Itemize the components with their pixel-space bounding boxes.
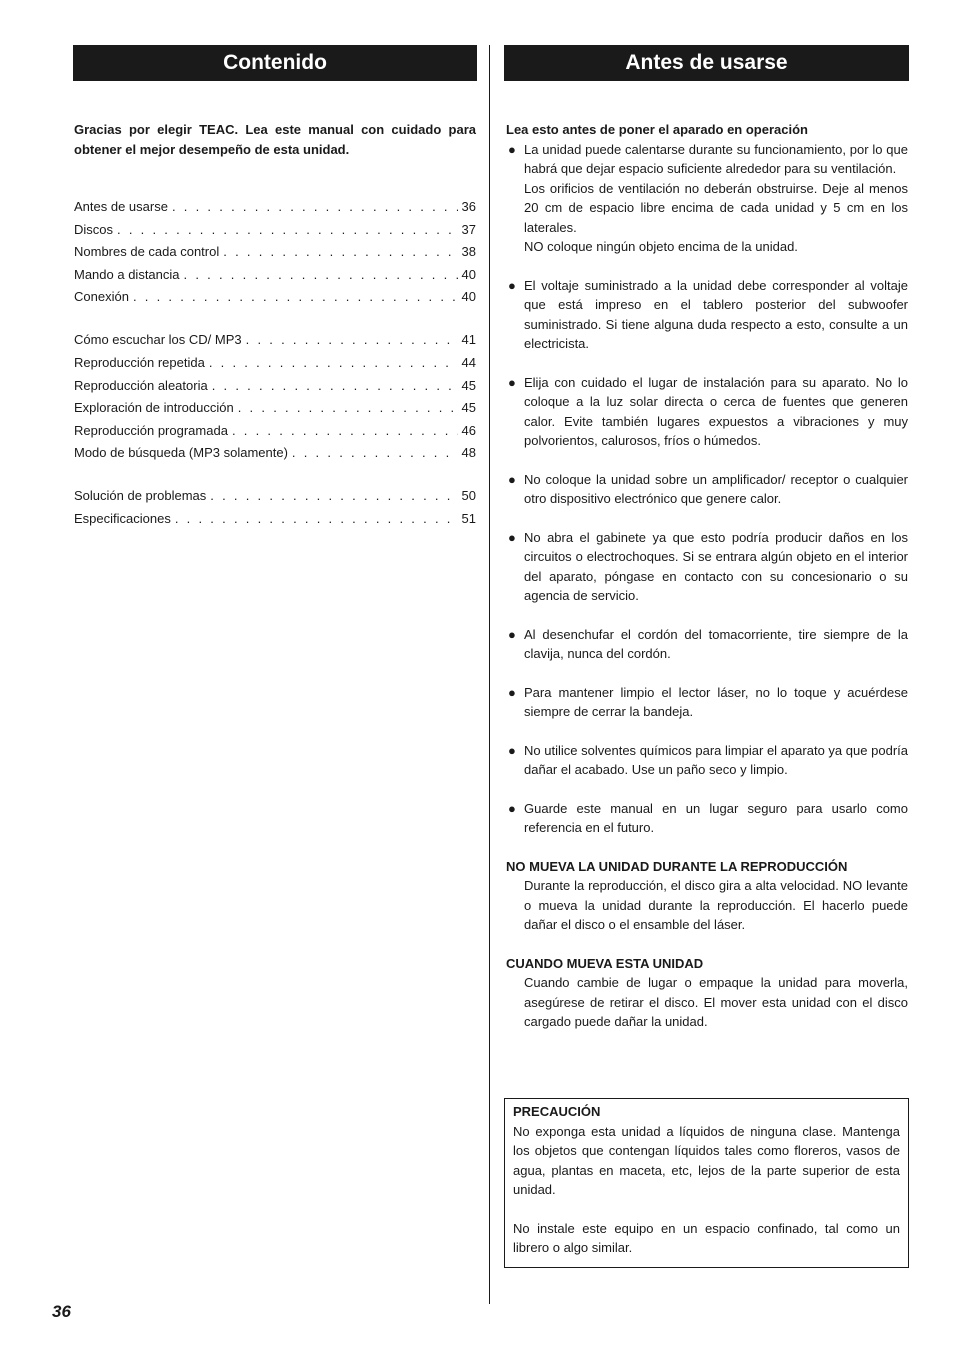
caution-text: No exponga esta unidad a líquidos de ninguna clase. Mantenga los objetos que contengan líquidos tales como floreros, vasos de agua, plantas en maceta, etc, lejos de la parte superior de esta unidad. [513,1123,900,1197]
toc-entry-label: Reproducción programada [74,422,228,438]
column-divider [489,45,490,1304]
warning-sections [506,857,908,1032]
toc-entry [74,400,476,423]
toc-leader-dots [184,267,458,282]
toc-leader-dots [209,355,458,370]
toc-entry-page: 46 [461,422,476,438]
toc-entry [74,511,476,534]
intro-text: Gracias por elegir TEAC. Lea este manual con cuidado para obtener el mejor desempeño de esta unidad. [74,122,476,157]
toc-entry [74,488,476,511]
toc-entry [74,423,476,446]
toc-entry-label: Solución de problemas [74,488,207,504]
toc-entry-label: Especificaciones [74,510,171,526]
toc-leader-dots [117,222,458,237]
bullet-dot-icon: ● [508,800,516,816]
precaution-text: Los orificios de ventilación no deberán obstruirse. Deje al menos 20 cm de espacio libre encima de cada unidad y 5 cm en los laterales. [524,180,908,235]
precaution-list [506,140,908,838]
toc-entry-page: 40 [461,289,476,305]
before-use-content [506,120,908,1051]
precaution-text: La unidad puede calentarse durante su funcionamiento, por lo que habrá que dejar espacio suficiente alrededor para su ventilación. [524,141,908,176]
toc-gap [74,468,476,488]
toc-entry-page: 48 [461,445,476,461]
toc-entry [74,378,476,401]
bullet-dot-icon: ● [508,374,516,390]
toc-entry-page: 50 [461,488,476,504]
toc-entry [74,355,476,378]
toc-entry-page: 41 [461,332,476,348]
toc-leader-dots [232,423,458,438]
precaution-item [506,140,908,257]
toc-entry-label: Antes de usarse [74,199,168,214]
caution-text: No instale este equipo en un espacio confinado, tal como un librero o algo similar. [513,1220,900,1255]
toc-entry-label: Reproducción aleatoria [74,377,208,393]
precaution-text: Guarde este manual en un lugar seguro para usarlo como referencia en el futuro. [524,800,908,835]
warning-heading: NO MUEVA LA UNIDAD DURANTE LA REPRODUCCIÓN [506,858,848,874]
bullet-dot-icon: ● [508,141,516,157]
contents-title: Contenido [73,45,477,81]
toc-entry [74,445,476,468]
precaution-item [506,470,908,509]
before-use-subtitle: Lea esto antes de poner el aparado en operación [506,122,808,137]
toc-leader-dots [223,244,457,259]
precaution-item [506,799,908,838]
precaution-item [506,373,908,451]
bullet-dot-icon: ● [508,471,516,487]
toc-entry-page: 38 [461,244,476,260]
toc-entry-page: 37 [461,221,476,237]
toc-entry-page: 40 [461,266,476,282]
toc-leader-dots [212,378,458,393]
bullet-dot-icon: ● [508,529,516,545]
bullet-dot-icon: ● [508,684,516,700]
bullet-dot-icon: ● [508,277,516,293]
toc-entry-label: Exploración de introducción [74,400,234,416]
precaution-text: No abra el gabinete ya que esto podría producir daños en los circuitos o electrochoques. Si se entrara algún objeto en el interior del aparato, póngase en contacto con su concesionario o su agencia de servicio. [524,529,908,603]
toc-entry-page: 36 [461,199,476,214]
warning-text: Durante la reproducción, el disco gira a alta velocidad. NO levante o mueva la unidad durante la reproducción. El hacerlo puede dañar el disco o el ensamble del láser. [524,878,908,932]
toc-entry [74,199,476,222]
toc-entry-label: Modo de búsqueda (MP3 solamente) [74,445,288,461]
bullet-dot-icon: ● [508,626,516,642]
toc-leader-dots [238,400,458,415]
toc-leader-dots [246,332,458,347]
precaution-text: Para mantener limpio el lector láser, no lo toque y acuérdese siempre de cerrar la bandeja. [524,684,908,719]
toc-entry-page: 45 [461,400,476,416]
toc-entry-label: Reproducción repetida [74,354,205,370]
caution-box [504,1098,909,1268]
precaution-text: NO coloque ningún objeto encima de la unidad. [524,239,798,254]
toc-entry [74,222,476,245]
precaution-text: Al desenchufar el cordón del tomacorriente, tire siempre de la clavija, nunca del cordón. [524,626,908,661]
warning-section [506,857,908,935]
precaution-text: El voltaje suministrado a la unidad debe corresponder al voltaje que está impreso en el tablero posterior del subwoofer suministrado. Si tiene alguna duda respecto a esto, consulte a un electricista. [524,277,908,351]
toc-entry-label: Conexión [74,289,129,305]
toc-gap [74,312,476,332]
toc-leader-dots [133,289,458,304]
toc-entry [74,332,476,355]
toc-leader-dots [175,511,458,526]
precaution-text: No coloque la unidad sobre un amplificador/ receptor o cualquier otro dispositivo electrónico que genere calor. [524,471,908,506]
table-of-contents [74,199,476,534]
toc-entry-label: Nombres de cada control [74,244,220,260]
caution-heading: PRECAUCIÓN [513,1104,601,1119]
toc-entry [74,289,476,312]
toc-entry-label: Cómo escuchar los CD/ MP3 [74,332,242,348]
warning-heading: CUANDO MUEVA ESTA UNIDAD [506,955,704,971]
before-use-title: Antes de usarse [504,45,909,81]
bullet-dot-icon: ● [508,742,516,758]
toc-entry [74,267,476,290]
precaution-text: Elija con cuidado el lugar de instalación para su aparato. No lo coloque a la luz solar directa o cerca de fuentes que generen calor. Evite también lugares expuestos a vibraciones y muy polvorientos, calurosos, fríos o húmedos. [524,374,908,448]
precaution-item [506,625,908,664]
toc-leader-dots [172,199,458,214]
toc-entry-page: 44 [461,354,476,370]
toc-entry-label: Discos [74,221,114,237]
precaution-item [506,528,908,606]
precaution-item [506,741,908,780]
toc-entry-page: 51 [461,510,476,526]
toc-leader-dots [292,445,458,460]
precaution-item [506,276,908,354]
toc-entry-label: Mando a distancia [74,266,180,282]
toc-entry [74,244,476,267]
page-number: 36 [52,1302,71,1321]
precaution-text: No utilice solventes químicos para limpiar el aparato ya que podría dañar el acabado. Use un paño seco y limpio. [524,742,908,777]
warning-section [506,954,908,1032]
warning-text: Cuando cambie de lugar o empaque la unidad para moverla, asegúrese de retirar el disco. El mover esta unidad con el disco cargado puede dañar la unidad. [524,975,908,1029]
toc-leader-dots [210,488,457,503]
toc-entry-page: 45 [461,377,476,393]
precaution-item [506,683,908,722]
